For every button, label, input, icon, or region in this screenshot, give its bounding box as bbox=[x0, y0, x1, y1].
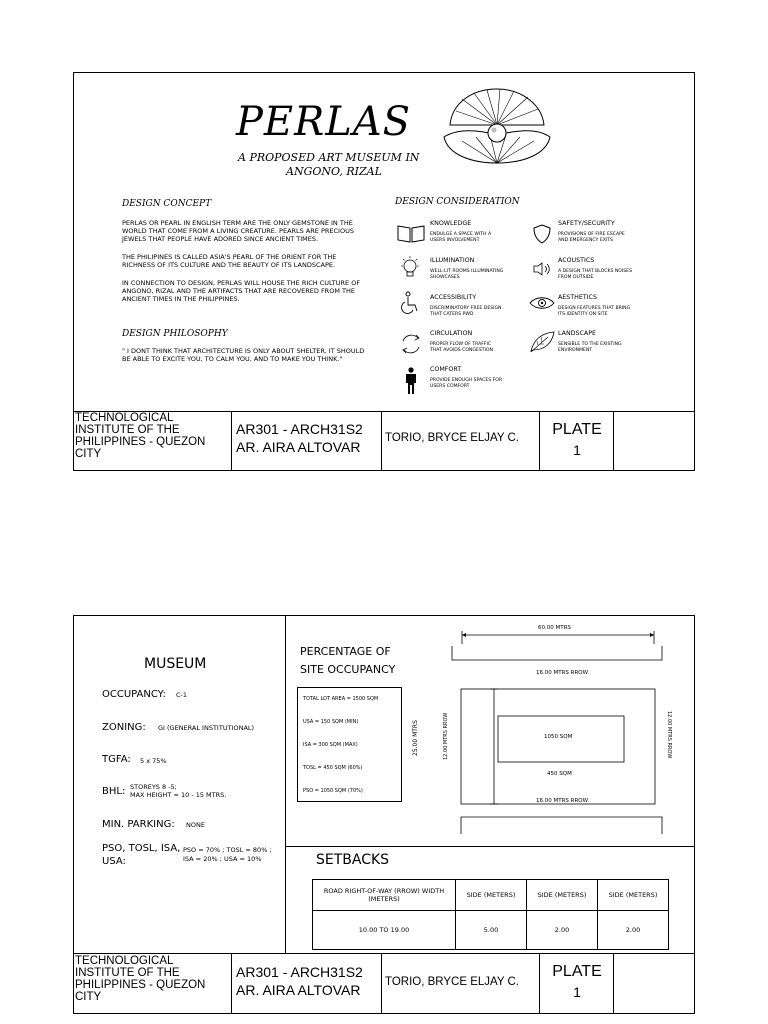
cycle-arrows-icon bbox=[398, 331, 424, 357]
setback-value-rrow: 10.00 TO 19.00 bbox=[313, 911, 456, 950]
design-concept-paragraph-1: PERLAS OR PEARL IN ENGLISH TERM ARE THE ONLY GEMSTONE IN THE WORLD THAT COME FROM A LIVING CREATURE. PEARLS ARE PRECIOUS JEWELS THAT PEOPLE HAVE ADORED SINCE ANCIENT TIMES. bbox=[122, 219, 354, 243]
speaker-icon bbox=[532, 261, 552, 277]
shield-icon bbox=[532, 223, 552, 245]
consideration-title-knowledge: KNOWLEDGE bbox=[430, 220, 472, 227]
bhl-value-line2: MAX HEIGHT = 10 - 15 MTRS. bbox=[130, 791, 227, 799]
pso-value-line1: PSO = 70% ; TOSL = 80% ; bbox=[183, 846, 272, 854]
percentage-heading-line2: SITE OCCUPANCY bbox=[300, 663, 396, 676]
student-name: TORIO, BRYCE ELJAY C. bbox=[385, 432, 519, 444]
title-block bbox=[74, 411, 694, 470]
bhl-value-line1: STOREYS 8 -5; bbox=[130, 783, 177, 791]
lot-item-isa: ISA = 300 SQM (MAX) bbox=[303, 742, 358, 748]
consideration-desc-aesthetics: DESIGN FEATURES THAT BRING ITS IDENTITY ON SITE bbox=[558, 306, 631, 317]
lot-item-tosl: TOSL = 450 SQM (60%) bbox=[303, 765, 363, 771]
lightbulb-icon bbox=[399, 255, 421, 281]
setbacks-table bbox=[312, 879, 669, 950]
project-title: PERLAS bbox=[236, 99, 412, 145]
instructor-name: AR. AIRA ALTOVAR bbox=[236, 439, 361, 455]
sheet-1 bbox=[73, 72, 695, 471]
pso-label-line2: USA: bbox=[102, 856, 126, 867]
bhl-label: BHL: bbox=[102, 786, 126, 797]
course-cell-2 bbox=[232, 954, 382, 1013]
title-block-2 bbox=[74, 953, 694, 1013]
lot-area-box bbox=[297, 687, 402, 802]
setbacks-heading: SETBACKS bbox=[316, 852, 390, 868]
percentage-heading-line1: PERCENTAGE OF bbox=[300, 645, 391, 658]
road-bottom: 16.00 MTRS RROW bbox=[536, 798, 589, 804]
lot-item-usa: USA = 150 SQM (MIN) bbox=[303, 719, 359, 725]
plate-number-2: 1 bbox=[573, 984, 581, 1000]
design-concept-heading: DESIGN CONCEPT bbox=[122, 199, 212, 209]
parking-value: NONE bbox=[186, 821, 205, 829]
consideration-desc-circulation: PROPER FLOW OF TRAFFIC THAT AVOIDS CONGESTION bbox=[430, 342, 493, 353]
school-name: TECHNOLOGICAL INSTITUTE OF THE PHILIPPINES - QUEZON CITY bbox=[75, 412, 206, 460]
course-cell bbox=[232, 412, 382, 470]
consideration-desc-safety: PROVISIONS OF FIRE ESCAPE AND EMERGENCY EXITS bbox=[558, 232, 625, 243]
design-concept-paragraph-2: THE PHILIPINES IS CALLED ASIA'S PEARL OF THE ORIENT FOR THE RICHNESS OF ITS CULTURE AND THE BEAUTY OF ITS LANDSCAPE. bbox=[122, 253, 337, 269]
consideration-desc-accessibility: DISCRIMINATORY FREE DESIGN THAT CATERS PWD bbox=[430, 306, 502, 317]
zoning-label: ZONING: bbox=[102, 722, 146, 733]
eye-icon bbox=[528, 295, 556, 311]
consideration-title-landscape: LANDSCAPE bbox=[558, 330, 596, 337]
design-philosophy-heading: DESIGN PHILOSOPHY bbox=[122, 329, 228, 339]
consideration-title-circulation: CIRCULATION bbox=[430, 330, 473, 337]
setback-value-side-2: 2.00 bbox=[527, 911, 598, 950]
consideration-desc-acoustics: A DESIGN THAT BLOCKS NOISES FROM OUTSIDE bbox=[558, 269, 632, 280]
occupancy-label: OCCUPANCY: bbox=[102, 689, 166, 700]
panel-divider bbox=[285, 616, 286, 953]
setback-value-side-3: 2.00 bbox=[598, 911, 669, 950]
plate-label-2: PLATE bbox=[552, 963, 602, 980]
instructor-name-2: AR. AIRA ALTOVAR bbox=[236, 982, 361, 998]
student-cell bbox=[382, 412, 540, 470]
dim-top: 60.00 MTRS bbox=[538, 625, 571, 631]
school-cell-2 bbox=[74, 954, 232, 1013]
student-name-2: TORIO, BRYCE ELJAY C. bbox=[385, 976, 519, 988]
person-icon bbox=[403, 367, 419, 395]
tgfa-value: 5 x 75% bbox=[140, 757, 167, 765]
school-name-2: TECHNOLOGICAL INSTITUTE OF THE PHILIPPINES - QUEZON CITY bbox=[75, 955, 206, 1003]
course-code-2: AR301 - ARCH31S2 bbox=[236, 964, 363, 980]
consideration-desc-comfort: PROVIDE ENOUGH SPACES FOR USERS COMFORT bbox=[430, 378, 503, 389]
plate-cell-2 bbox=[540, 954, 614, 1013]
zoning-value: GI (GENERAL INSTITUTIONAL) bbox=[158, 724, 255, 732]
student-cell-2 bbox=[382, 954, 540, 1013]
setback-header-side-1: SIDE (METERS) bbox=[456, 880, 527, 911]
leaf-icon bbox=[528, 329, 556, 355]
consideration-desc-illumination: WELL-LIT ROOMS ILLUMINATING SHOWCASES bbox=[430, 269, 504, 280]
consideration-title-comfort: COMFORT bbox=[430, 366, 462, 373]
design-philosophy-text: " I DONT THINK THAT ARCHITECTURE IS ONLY ABOUT SHELTER. IT SHOULD BE ABLE TO EXCITE YOU, TO CALM YOU, AND TO MAKE YOU THINK." bbox=[122, 347, 365, 363]
consideration-title-safety: SAFETY/SECURITY bbox=[558, 220, 615, 227]
wheelchair-icon bbox=[399, 291, 421, 315]
design-concept-paragraph-3: IN CONNECTION TO DESIGN, PERLAS WILL HOUSE THE RICH CULTURE OF ANGONO, RIZAL AND THE ARTIFACTS THAT ARE RECOVERED FROM THE ANCIENT TIMES IN THE PHILIPPINES. bbox=[122, 279, 361, 303]
consideration-desc-landscape: SENSIBLE TO THE EXISTING ENVIRONMENT bbox=[558, 342, 622, 353]
dim-left: 25.00 MTRS bbox=[412, 720, 419, 756]
museum-heading: MUSEUM bbox=[144, 656, 207, 672]
lot-item-pso: PSO = 1050 SQM (70%) bbox=[303, 788, 363, 794]
road-right: 12.00 MTRS RROW bbox=[666, 711, 672, 759]
consideration-title-aesthetics: AESTHETICS bbox=[558, 294, 597, 301]
setbacks-value-row bbox=[313, 911, 669, 950]
plate-number: 1 bbox=[573, 442, 581, 458]
plate-label: PLATE bbox=[552, 421, 602, 438]
plate-cell bbox=[540, 412, 614, 470]
consideration-title-acoustics: ACOUSTICS bbox=[558, 257, 595, 264]
setback-header-side-3: SIDE (METERS) bbox=[598, 880, 669, 911]
inner-area: 1050 SQM bbox=[544, 734, 573, 740]
consideration-title-illumination: ILLUMINATION bbox=[430, 257, 475, 264]
lot-item-total: TOTAL LOT AREA = 1500 SQM bbox=[303, 696, 379, 702]
design-consideration-heading: DESIGN CONSIDERATION bbox=[395, 197, 520, 207]
project-subtitle-line2: ANGONO, RIZAL bbox=[286, 165, 382, 178]
sheet-2 bbox=[73, 615, 695, 1014]
outer-area: 450 SQM bbox=[547, 771, 572, 777]
parking-label: MIN. PARKING: bbox=[102, 819, 175, 830]
school-cell bbox=[74, 412, 232, 470]
course-code: AR301 - ARCH31S2 bbox=[236, 421, 363, 437]
pearl-shell-icon bbox=[442, 83, 552, 168]
tgfa-label: TGFA: bbox=[102, 754, 131, 765]
setbacks-header-row bbox=[313, 880, 669, 911]
setback-header-rrow: ROAD RIGHT-OF-WAY (RROW) WIDTH (METERS) bbox=[313, 880, 456, 911]
road-top: 16.00 MTRS RROW bbox=[536, 670, 589, 676]
occupancy-value: C-1 bbox=[176, 691, 188, 699]
pso-label-line1: PSO, TOSL, ISA, bbox=[102, 843, 181, 854]
setbacks-divider bbox=[285, 846, 695, 847]
pso-value-line2: ISA = 20% ; USA = 10% bbox=[183, 855, 262, 863]
consideration-title-accessibility: ACCESSIBILITY bbox=[430, 294, 477, 301]
project-subtitle-line1: A PROPOSED ART MUSEUM IN bbox=[238, 151, 420, 164]
setback-value-side-1: 5.00 bbox=[456, 911, 527, 950]
road-left: 12.00 MTRS RROW bbox=[443, 712, 449, 760]
consideration-desc-knowledge: ENDULGE A SPACE WITH A USERS INVOLVEMENT bbox=[430, 232, 492, 243]
book-icon bbox=[396, 223, 426, 243]
setback-header-side-2: SIDE (METERS) bbox=[527, 880, 598, 911]
